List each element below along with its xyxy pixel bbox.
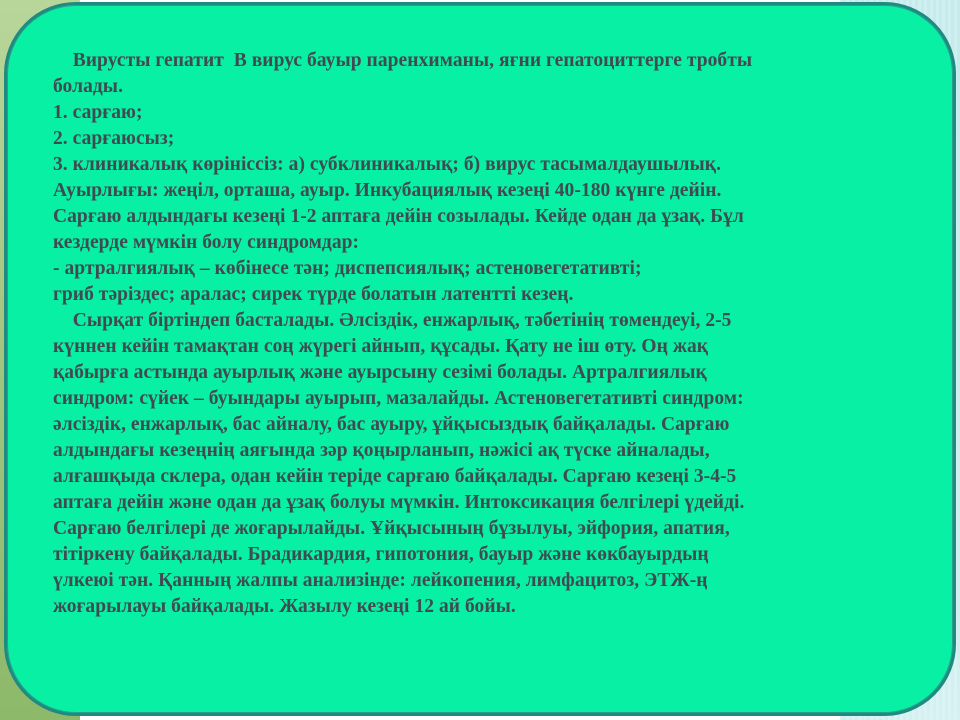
text-line: Вирусты гепатит В вирус бауыр паренхиманы, яғни гепатоциттерге тробты	[53, 50, 753, 71]
document-body	[53, 48, 933, 620]
text-line: алдындағы кезеңнің аяғында зәр қоңырланып, нәжісі ақ түске айналады,	[53, 440, 710, 461]
text-line: Сарғаю белгілері де жоғарылайды. Ұйқысының бұзылуы, эйфория, апатия,	[53, 518, 730, 539]
text-line: жоғарылауы байқалады. Жазылу кезеңі 12 ай бойы.	[53, 596, 516, 617]
text-line: Сырқат біртіндеп басталады. Әлсіздік, енжарлық, тәбетінің төмендеуі, 2-5	[53, 310, 732, 331]
text-line: Ауырлығы: жеңіл, орташа, ауыр. Инкубациялық кезеңі 40-180 күнге дейін.	[53, 180, 722, 201]
text-line: әлсіздік, енжарлық, бас айналу, бас ауыру, ұйқысыздық байқалады. Сарғаю	[53, 414, 730, 435]
text-line: кездерде мүмкін болу синдромдар:	[53, 232, 360, 253]
text-line: болады.	[53, 76, 123, 97]
text-line: 3. клиникалық көрініссіз: а) субклиникалық; б) вирус тасымалдаушылық.	[53, 154, 722, 175]
text-line: 1. сарғаю;	[53, 102, 143, 123]
text-line: гриб тәріздес; аралас; сирек түрде болатын латентті кезең.	[53, 284, 574, 305]
text-line: үлкеюі тән. Қанның жалпы анализінде: лейкопения, лимфацитоз, ЭТЖ-ң	[53, 570, 708, 591]
text-line: тітіркену байқалады. Брадикардия, гипотония, бауыр және көкбауырдың	[53, 544, 709, 565]
text-line: алғашқыда склера, одан кейін теріде сарғаю байқалады. Сарғаю кезеңі 3-4-5	[53, 466, 737, 487]
text-card	[4, 2, 956, 716]
text-line: Сарғаю алдындағы кезеңі 1-2 аптаға дейін созылады. Кейде одан да ұзақ. Бұл	[53, 206, 744, 227]
text-line: 2. сарғаюсыз;	[53, 128, 175, 149]
text-line: аптаға дейін және одан да ұзақ болуы мүмкін. Интоксикация белгілері үдейді.	[53, 492, 745, 513]
text-line: - артралгиялық – көбінесе тән; диспепсиялық; астеновегетативті;	[53, 258, 642, 279]
text-line: қабырға астында ауырлық және ауырсыну сезімі болады. Артралгиялық	[53, 362, 707, 383]
text-line: синдром: сүйек – буындары ауырып, мазалайды. Астеновегетативті синдром:	[53, 388, 744, 409]
text-line: күннен кейін тамақтан соң жүрегі айнып, құсады. Қату не іш өту. Оң жақ	[53, 336, 709, 357]
